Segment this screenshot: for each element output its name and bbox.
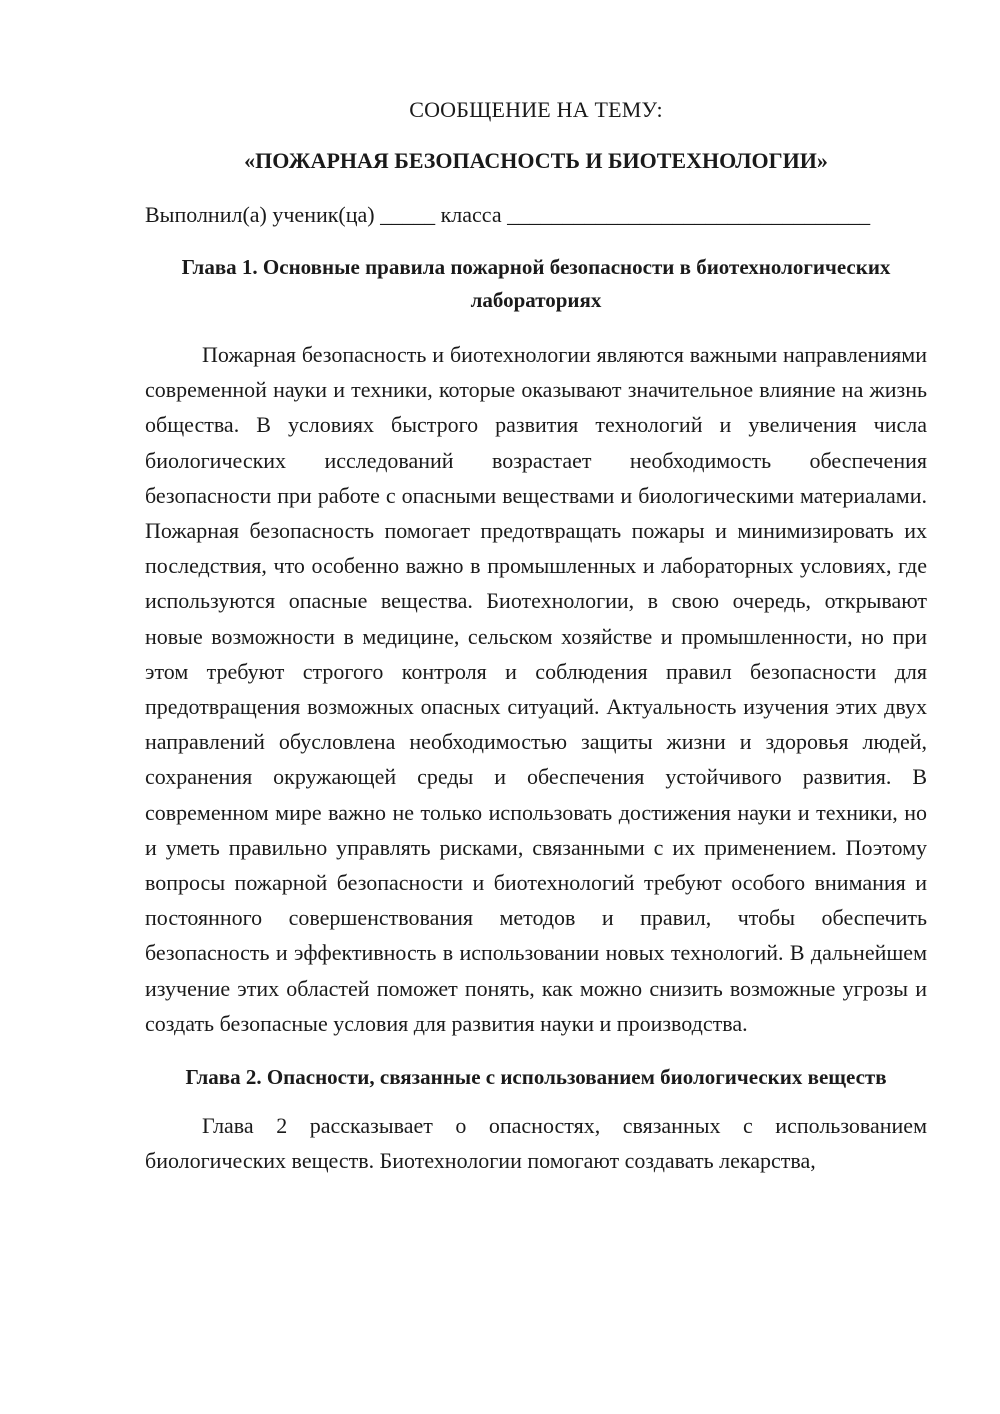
document-title-line1: СООБЩЕНИЕ НА ТЕМУ: xyxy=(409,97,663,122)
document-title-line2: «ПОЖАРНАЯ БЕЗОПАСНОСТЬ И БИОТЕХНОЛОГИИ» xyxy=(244,148,828,173)
chapter1-heading: Глава 1. Основные правила пожарной безопасности в биотехнологических лабораториях xyxy=(181,255,891,312)
document-page xyxy=(145,92,927,1178)
chapter1-paragraph: Пожарная безопасность и биотехнологии являются важными направлениями современной науки и техники, которые оказывают значительное влияние на жизнь общества. В условиях быстрого развития технологий и увеличения числа биологических исследований возрастает необходимость обеспечения безопасности при работе с опасными веществами и биологическими материалами. Пожарная безопасность помогает предотвращать пожары и минимизировать их последствия, что особенно важно в промышленных и лабораторных условиях, где используются опасные вещества. Биотехнологии, в свою очередь, открывают новые возможности в медицине, сельском хозяйстве и промышленности, но при этом требуют строгого контроля и соблюдения правил безопасности для предотвращения возможных опасных ситуаций. Актуальность изучения этих двух направлений обусловлена необходимостью защиты жизни и здоровья людей, сохранения окружающей среды и обеспечения устойчивого развития. В современном мире важно не только использовать достижения науки и техники, но и уметь правильно управлять рисками, связанными с их применением. Поэтому вопросы пожарной безопасности и биотехнологий требуют особого внимания и постоянного совершенствования методов и правил, чтобы обеспечить безопасность и эффективность в использовании новых технологий. В дальнейшем изучение этих областей поможет понять, как можно снизить возможные угрозы и создать безопасные условия для развития науки и производства. xyxy=(145,342,927,1036)
chapter2-paragraph: Глава 2 рассказывает о опасностях, связанных с использованием биологических веществ. Биотехнологии помогают создавать лекарства, xyxy=(145,1113,927,1174)
author-line: Выполнил(а) ученик(ца) _____ класса _________________________________ xyxy=(145,202,871,227)
chapter2-heading: Глава 2. Опасности, связанные с использованием биологических веществ xyxy=(185,1065,887,1090)
